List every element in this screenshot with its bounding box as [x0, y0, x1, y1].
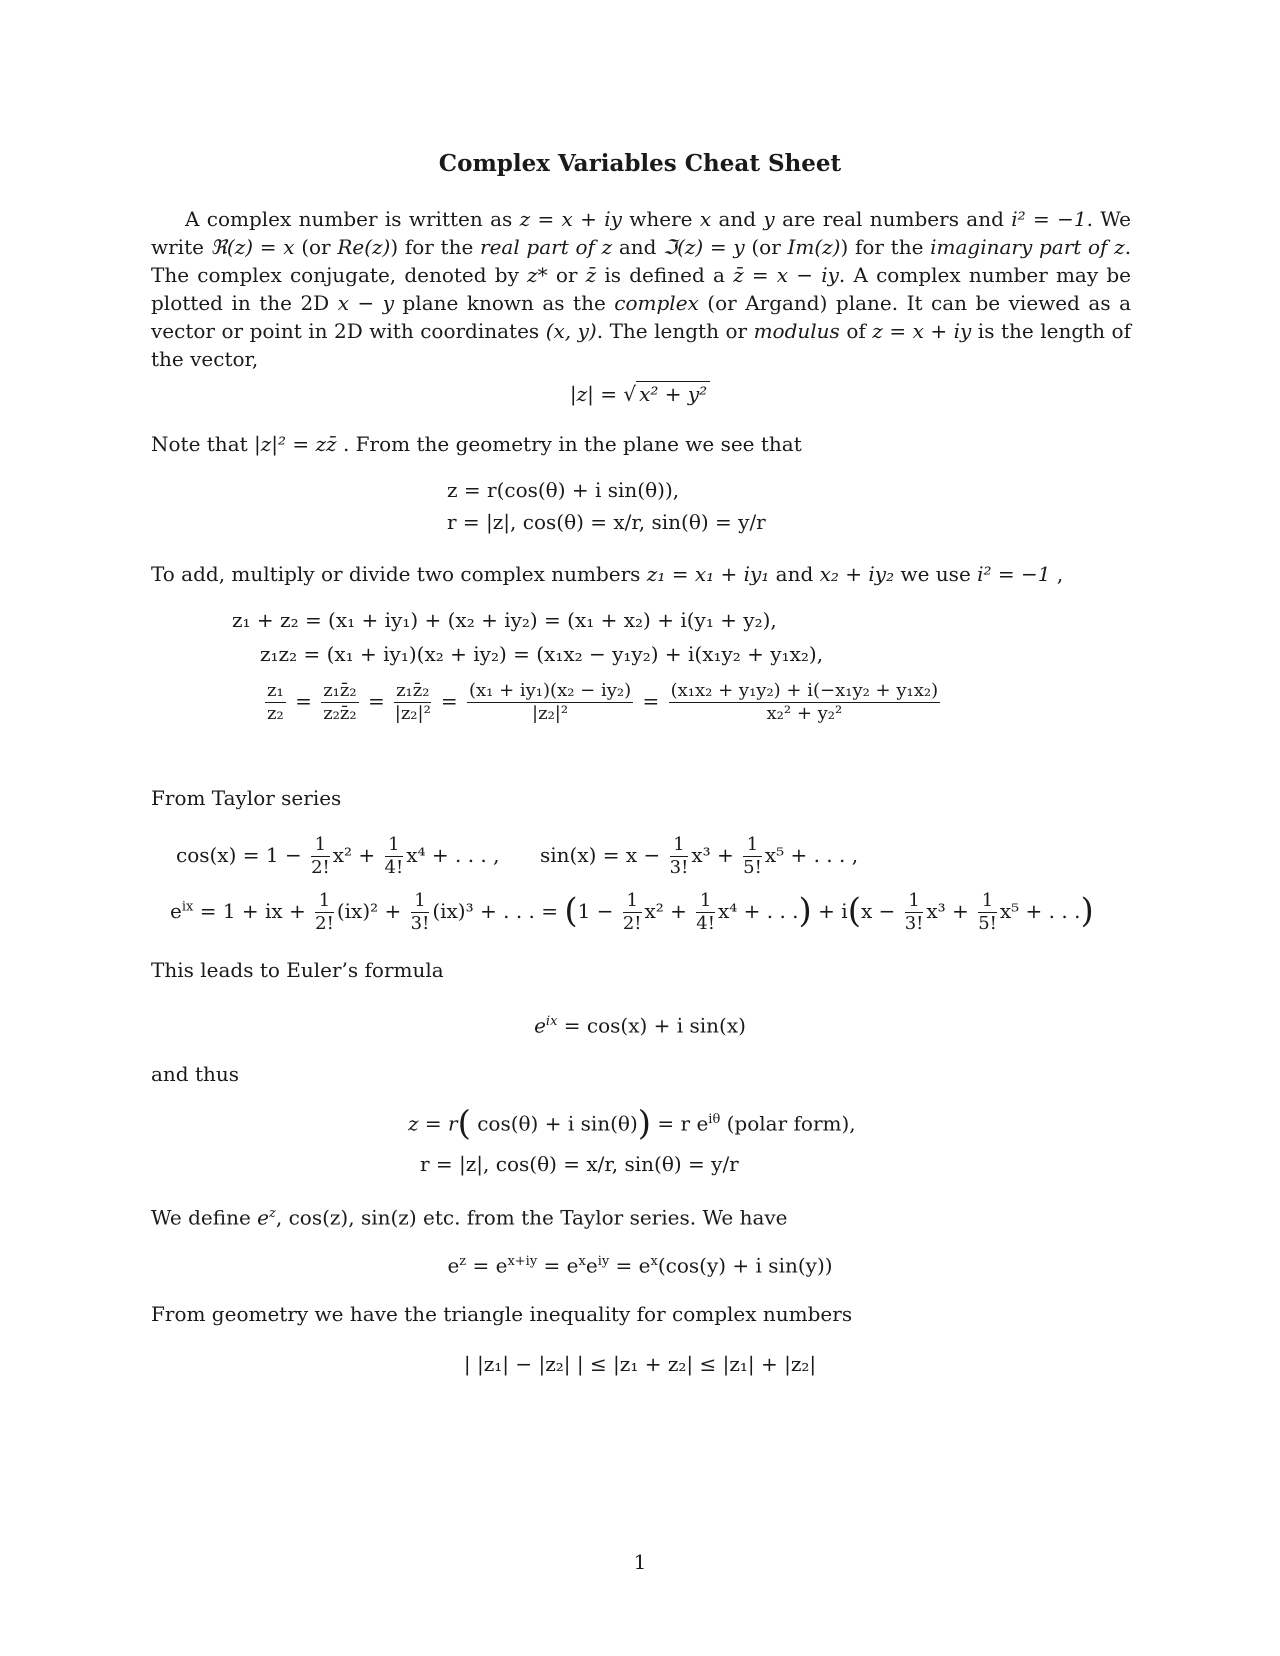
cos-series: cos(x) = 1 − $\frac{1}{2!}$ x² + $\frac{1}{4!}$ x⁴ + . . . , [176, 834, 500, 878]
note-line: Note that |z|² = zz̄ . From the geometry in the plane we see that [151, 432, 802, 456]
division-equation: $\frac{\text{z₁}}{\text{z₂}}$ = $\frac{\text{z₁z̄₂}}{\text{z₂z̄₂}}$ = $\frac{\text{z₁z̄₂}}{\text{|z₂|²}}$ = $\frac{\text{(x₁ + iy₁)(x₂ − iy₂)}}{\text{|z₂|²}}$ = $\frac{\text{(x₁x₂ + y₁y₂) + i(−x₁y₂ + y₁x₂)}}{\text{x₂² + y₂²}}$ [267, 680, 939, 724]
div-frac-5: $\frac{\text{(x₁x₂ + y₁y₂) + i(−x₁y₂ + y₁x₂)}}{\text{x₂² + y₂²}}$ [670, 680, 939, 724]
triangle-inequality: | |z₁| − |z₂| | ≤ |z₁ + z₂| ≤ |z₁| + |z₂| [463, 1352, 817, 1376]
exp-z-equation: $e^z = e^{x+iy} = e^xe^{iy} = e^x(\cos(y) + i$ sin(y)) [447, 1253, 833, 1278]
polar-equation-1: z = r(cos(θ) + i sin(θ)), [447, 478, 680, 502]
and-thus: and thus [151, 1062, 240, 1086]
div-frac-3: $\frac{\text{z₁z̄₂}}{\text{|z₂|²}}$ [394, 680, 431, 724]
euler-formula: $e^{ix} = \cos(x) + i$ sin(x) [534, 1013, 746, 1038]
intro-paragraph: A complex number is written as z = x + iy where x and y are real numbers and i² = −1. We write ℜ(z) = x (or Re(z)) for the real part of z and ℑ(z) = y (or Im(z)) for the imaginary part of z. The complex conjugate, denoted by z* or z̄ is defined a z̄ = x − iy. A complex number may be plotted in the 2D x − y plane known as the complex (or Argand) plane. It can be viewed as a vector or point in 2D with coordinates (x, y). The length or modulus of z = x + iy is the length of the vector, [151, 207, 1132, 371]
polar-equation-2: r = |z|, cos(θ) = x/r, sin(θ) = y/r [447, 510, 766, 534]
sum-equation: z₁ + z₂ = (x₁ + iy₁) + (x₂ + iy₂) = (x₁ + x₂) + i(y₁ + y₂), [232, 608, 777, 632]
euler-lead: This leads to Euler’s formula [151, 958, 444, 982]
div-frac-1: $\frac{\text{z₁}}{\text{z₂}}$ [267, 680, 284, 724]
add-multiply-intro: To add, multiply or divide two complex numbers z₁ = x₁ + iy₁ and x₂ + iy₂ we use i² = −1 , [151, 562, 1064, 586]
div-frac-4: $\frac{\text{(x₁ + iy₁)(x₂ − iy₂)}}{\text{|z₂|²}}$ [468, 680, 632, 724]
sin-series: sin(x) = x − $\frac{1}{3!}$ x³ + $\frac{1}{5!}$ x⁵ + . . . , [540, 834, 859, 878]
taylor-lead: From Taylor series [151, 786, 342, 810]
modulus-equation: |z| = √ x² + y² [0, 380, 1280, 408]
define-line: We define $e^z$, cos(z), sin(z) etc. from the Taylor series. We have [151, 1205, 788, 1230]
div-frac-2: $\frac{\text{z₁z̄₂}}{\text{z₂z̄₂}}$ [323, 680, 357, 724]
product-equation: z₁z₂ = (x₁ + iy₁)(x₂ + iy₂) = (x₁x₂ − y₁y₂) + i(x₁y₂ + y₁x₂), [260, 642, 824, 666]
page-number: 1 [633, 1550, 647, 1574]
triangle-lead: From geometry we have the triangle inequality for complex numbers [151, 1302, 853, 1326]
exp-series: $e^{ix} = 1$ + ix + $\frac{1}{2!}$ (ix)² + $\frac{1}{3!}$ (ix)³ + . . . = (1 − $\frac{1}{2!}$ x² + $\frac{1}{4!}$ x⁴ + . . .) + i(x − $\frac{1}{3!}$ x³ + $\frac{1}{5!}$ x⁵ + . . .) [170, 890, 1094, 934]
polar-form-equation-2: r = |z|, cos(θ) = x/r, sin(θ) = y/r [420, 1152, 739, 1176]
polar-form-equation: z = r( cos(θ) + i sin(θ)) = r $e^{i\theta}$ (polar form), [408, 1103, 856, 1144]
page-title: Complex Variables Cheat Sheet [438, 150, 842, 177]
